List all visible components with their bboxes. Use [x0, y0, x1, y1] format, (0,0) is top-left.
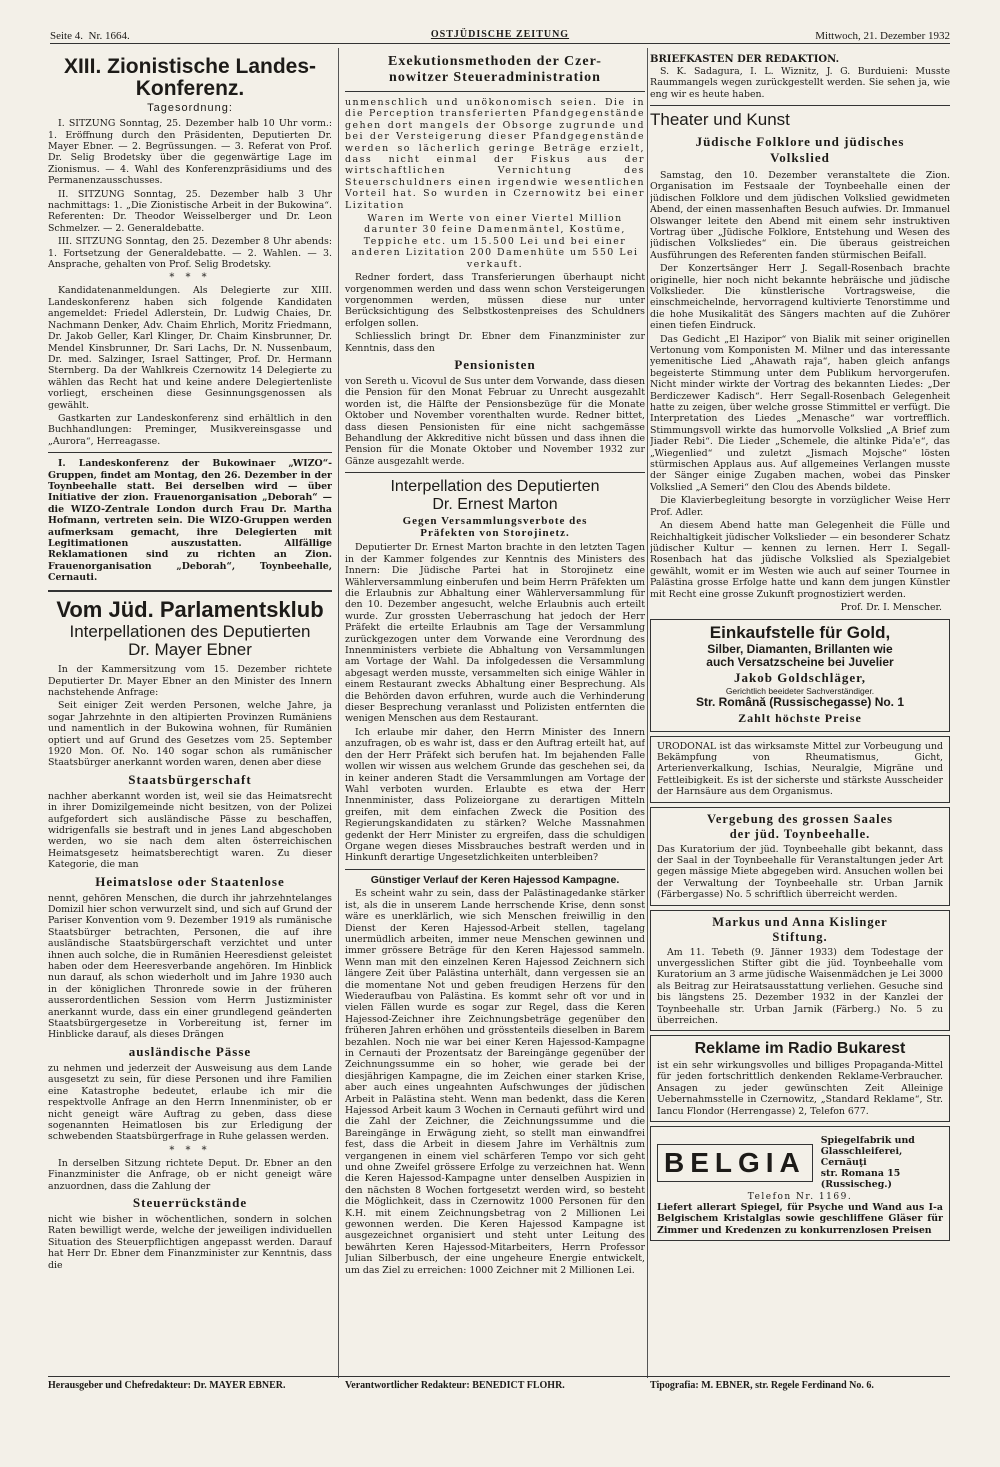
subheading: Präfekten von Storojinetz.: [420, 527, 570, 540]
body-paragraph: Deputierter Dr. Ernest Marton brachte in den letzten Tagen in der Kammer folgendes zur Kenntnis des Ministers des Innern: Die Jüdische Partei hat in Storojinetz eine Wählerversammlung einberufen und beim Herrn Präfekten um die Erlaubnis zur Abhaltung einer Wählerversammlung für den 10. Dezember angesucht, welche Erlaubnis auch erteilt wurde. Zur grossten Ueberraschung hat jedoch der Herr Präfekt die erteilte Erlaubnis am Tage der Versammlung zurückgezogen unter dem Vorwande eine Verordnung des Innenministers verbiete die Abhaltung von Versammlungen am Vortage der Wahl. Da infolgedessen die Versammlung abgesagt werden musste, versammelten sich einige Wähler in einem Restaurant zwecks Abhaltung einer Besprechung. Als die Behörden davon erfuhren, wurde auch die Verhinderung dieser Besprechung veranlasst und Polizisten entfernten die wenigen Menschen aus dem Restaurant.: [345, 542, 645, 725]
divider: [345, 869, 645, 870]
session-1: I. SITZUNG Sonntag, 25. Dezember halb 10 Uhr vorm.: 1. Eröffnung durch den Präsidenten, Deputierten Dr. Mayer Ebner. — 2. Begrüssungen. — 3. Referat von Prof. Dr. Selig Brodetsky über die gegenwärtige Lage im Zionismus. — 4. Wahl des Konferenzpräsidiums und des Permanenzausschusses.: [48, 118, 332, 187]
column-right: [650, 52, 950, 1372]
hall-advertisement: [650, 807, 950, 906]
belgia-advertisement: [650, 1126, 950, 1241]
column-middle: [345, 52, 645, 1372]
ad-line: str. Romana 15 (Russischeg.): [820, 1168, 901, 1191]
separator-stars: * * *: [169, 1144, 211, 1156]
ad-title: Reklame im Radio Bukarest: [694, 1040, 906, 1058]
body-paragraph: Samstag, den 10. Dezember veranstaltete die Zion. Organisation im Festsaale der Toynbeehalle einen der jüdischen Folklore und dem jüdischen Volkslied gewidmeten Abend, der einen massenhaften Besuch aufwies. Dr. Immanuel Olswanger leitete den Abend mit einem sehr instruktiven Vortrag über „Jüdische Folklore, Entstehung und Wesen des jüdischen Volksliedes“ ein. Die überaus geistreichen Ausführungen des Referenten fanden stürmischen Beifall.: [650, 169, 950, 261]
ad-title: Einkaufstelle für Gold,: [709, 622, 891, 642]
ad-phone: Telefon Nr. 1169.: [747, 1192, 853, 1203]
ad-name: Jakob Goldschläger,: [734, 670, 866, 685]
body-paragraph: Schliesslich bringt Dr. Ebner dem Finanzminister zur Kenntnis, dass den: [345, 331, 645, 354]
subheading: Pensionisten: [454, 356, 536, 372]
newspaper-name: OSTJÜDISCHE ZEITUNG: [430, 29, 570, 40]
guest-cards-paragraph: Gastkarten zur Landeskonferenz sind erhältlich in den Buchhandlungen: Preminger, Musikvereinsgasse und „Aurora“, Herreagasse.: [48, 412, 332, 447]
urodonal-advertisement: [650, 736, 950, 803]
body-paragraph: nennt, gehören Menschen, die durch ihr jahrzehntelanges Domizil hier schon verwurzelt sind, und sich auf Grund der Pariser Konvention vom 9. Dezember 1919 als rumänische Staatsbürger betrachten, Personen, die auf ihre ausländische Staatsbürgerschaft verzichtet und unter ihnen auch solche, die in Rumänien Heeresdienst geleistet haben oder dem Heeresverbande angehören. Im Hinblick nun darauf, als schon wiederholt und im Jahre 1930 auch in der königlichen Thronrede sowie in der früheren ausserordentlichen Session vom Herrn Justizminister anerkannt wurde, dass ein einer grundlegend geänderten Staatsbürgergesetze in Vorbereitung ist, ferner im Hinblicke darauf, als dieses Drängen: [48, 892, 332, 1041]
mailbox-text: S. K. Sadagura, I. L. Wiznitz, J. G. Burduieni: Musste Raummangels wegen zurückgestellt werden. Sie sehen ja, wie eng wir es heute haben.: [650, 66, 950, 100]
body-paragraph: In derselben Sitzung richtete Deput. Dr. Ebner an den Finanzminister die Anfrage, ob er nicht geneigt wäre anzuordnen, dass die Zahlung der: [48, 1157, 332, 1192]
ad-text: Liefert allerart Spiegel, für Psyche und Wand aus I-a Belgischem Kristalglas sowie geschliffene Gläser für Zimmer und Kredenzen zu konkurrenzlosen Preisen: [657, 1202, 943, 1236]
subheading: ausländische Pässe: [128, 1043, 252, 1059]
session-3: III. SITZUNG Sonntag, den 25. Dezember 8 Uhr abends: 1. Fortsetzung der Generaldebatte. — 2. Wahlen. — 3. Ansprache, gehalten von Prof. Selig Brodetsky.: [48, 236, 332, 271]
session-2: II. SITZUNG Sonntag, 25. Dezember halb 3 Uhr nachmittags: 1. „Die Zionistische Arbeit in der Bukowina“. Referenten: Dr. Theodor Weisselberger und Dr. Leon Schmelzer. — 2. Generaldebatte.: [48, 188, 332, 234]
subheading: Heimatslose oder Staatenlose: [95, 873, 285, 889]
page-number: Seite 4. Nr. 1664.: [50, 30, 130, 42]
body-paragraph: Der Konzertsänger Herr J. Segall-Rosenbach brachte originelle, hier noch nicht bekannte hebräische und jüdische Volkslieder. Die künstlerische Vortragsweise, die einschmeichelnde, hervorragend kultivierte Tenorstimme und die hohe Musikalität des Sängers machten auf die Zuhörer einen tiefen Eindruck.: [650, 263, 950, 332]
ad-line: Silber, Diamanten, Brillanten wie: [707, 641, 893, 656]
separator-stars: * * *: [169, 272, 211, 284]
article-title: Volkslied: [770, 149, 830, 165]
body-paragraph: An diesem Abend hatte man Gelegenheit die Fülle und Reichhaltigkeit jüdischer Volkslieder — ein besonderer Schatz jüdischer Kultur — kennen zu lernen. Herr I. Segall-Rosenbach hat das jüdische Volkslied als Spezialgebiet gewählt, womit er im Westen wie auch auf seiner Tournee in Palästina grosse Erfolge hatte und kann dem jungen Künstler mit Recht eine grosse Zukunft prognostiziert werden.: [650, 520, 950, 600]
header-rule: [50, 43, 950, 44]
footer-rule: [48, 1376, 950, 1377]
body-paragraph: Ich erlaube mir daher, den Herrn Minister des Innern anzufragen, ob es wahr ist, dass er den Auftrag erteilt hat, auf den der Herr Präfekt sich berufen hat. Im bejahenden Falle wollen wir wissen aus welchem Grunde das geschehen sei, da in keiner anderen Stadt die Versammlungen am Vortage der Wahl verboten wurden. Erlaubte es etwa der Herr Innenminister, dass Polizeiorgane zu derartigen Mitteln greifen, mit dem einfachen Zweck die Position des Regierungskandidaten zu stärken? Welche Massnahmen gedenkt der Herr Minister zu ergreifen, dass die schuldigen Organe wegen dieses Missbrauches bestraft werden und in Hinkunft derartige Ungesetzlichkeiten unterbleiben?: [345, 726, 645, 864]
subheading: Staatsbürgerschaft: [128, 771, 252, 787]
candidates-paragraph: Kandidatenanmeldungen. Als Delegierte zur XIII. Landeskonferenz haben sich folgende Kandidaten angemeldet: Friedel Adlerstein, Dr. Ludwig Chaies, Dr. Nachmann Denker, Adv. Chaim Ehrlich, Moritz Friedmann, Dr. Jakob Geller, Karl Klinger, Dr. Chaim Kinsbrunner, Dr. Mendel Kinsbrunner, Dr. Sari Lachs, Dr. N. Nussenbaum, Dr. med. Salzinger, Israel Sattinger, Prof. Dr. Hermann Sternberg. Da der Wahlkreis Czernowitz 14 Delegierte zu wählen das Recht hat und keine andere Delegiertenliste vorliegt, erscheinen diese Gesinnungsgenossen als gewählt.: [48, 285, 332, 411]
page-header: [50, 28, 950, 48]
article-title: Jüdische Folklore und jüdisches: [695, 133, 905, 149]
agenda-heading: Tagesordnung:: [147, 102, 233, 115]
body-paragraph: unmenschlich und unökonomisch seien. Die in die Perception transferierten Pfandgegenstände gehen dort mangels der Obsorge zugrunde und bei der Versteigerung dieser Pfandgegenstände werden so lächerlich geringe Beträge erzielt, dass nicht einmal der Fiskus aus der wirtschaftlichen Vernichtung des Steuerschuldners einen irgendwie wesentlichen Vorteil hat. So wurden in Czernowitz bei einer Lizitation: [345, 97, 645, 211]
ad-line: auch Versatzscheine bei Juvelier: [706, 654, 894, 669]
foundation-notice: [650, 910, 950, 1032]
section-title: Theater und Kunst: [650, 110, 790, 130]
article-title: Exekutionsmethoden der Czer-: [388, 54, 602, 69]
ad-title: Stiftung.: [772, 929, 828, 944]
column-left: [48, 52, 332, 1372]
divider: [650, 105, 950, 106]
article-title: Interpellationen des Deputierten: [69, 621, 311, 641]
issue-date: Mittwoch, 21. Dezember 1932: [815, 30, 950, 42]
mailbox-heading: BRIEFKASTEN DER REDAKTION.: [650, 54, 840, 65]
body-paragraph: Es scheint wahr zu sein, dass der Palästinagedanke stärker ist, als die in unserem Lande herrschende Krise, denn sonst wäre es unerklärlich, wie sich Menschen freiwillig in den Dienst der Keren Hajessod-Arbeit stellen, tagelang unermüdlich arbeiten, immer neue Menschen gewinnen und immer grössere Beträge für den Keren Hajessod sammeln. Wenn man mit den einzelnen Keren Hajessod Zeichnern sich längere Zeit über Palästina unterhält, dann vergessen sie an die momentane Not und geben freudigen Herzens für den Wiederaufbau von Palästina. Es kommt sehr oft vor und in vielen Fällen wurde es sogar zur Regel, dass die Keren Hajessod-Zeichner ihre Zeichnungsbeträge gegenüber den früheren Jahren erhöhen und grösstenteils dieselben in Barem bezahlen. Noch nie war bei einer Keren Hajessod-Kampagne in Cernauti der Prozentsatz der Bareingänge gegenüber der Zeichnungssumme ein so hoher, wie gerade bei der diesjährigen Kampagne, die im Zeichen einer starken Krise, aber auch eines ungeahnten Aufschwunges der jüdischen Arbeit in Palästina steht. Wenn man bedenkt, dass die Keren Hajessod Arbeit kaum 3 Wochen in Cernauti geführt wird und die Zahl der Zeichner, die Zeichnungssumme und die Bareingänge in Erwägung zieht, so stellt man einwandfrei fest, dass die Arbeit in diesem Jahre im Verhältnis zum vergangenen in einem viel schärferen Tempo vor sich geht und ohne Zweifel grössere Erfolge zu verzeichnen hat. Wenn die Keren Hajessod-Kampagne unter denselben Auspizien in den nächsten 8 Wochen fortgesetzt werden wird, so besteht die Möglichkeit, dass in Czernowitz 1000 Personen für den K.H. mit einem Zeichnungsbetrag von 2 Millionen Lei gewonnen werden. Die Keren Hajessod Kampagne ist ausgezeichnet organisiert und steht unter Leitung des bewährten Keren Hajessod-Mitarbeiters, Herrn Professor Julian Silberbusch, der eine ungeheure Energie entwickelt, um das Ziel zu erreichen: 1000 Zeichner mit 2 Millionen Lei.: [345, 888, 645, 1276]
ad-title: Vergebung des grossen Saales: [706, 811, 893, 826]
subheading: Steuerrückstände: [132, 1194, 248, 1210]
divider: [345, 472, 645, 473]
column-divider: [647, 48, 648, 1378]
footer-publisher: Herausgeber und Chefredakteur: Dr. MAYER EBNER.: [48, 1380, 286, 1391]
radio-advertisement: [650, 1035, 950, 1122]
article-title: Konferenz.: [135, 77, 245, 101]
author-signature: Prof. Dr. I. Menscher.: [840, 601, 942, 613]
ad-text: Das Kuratorium der jüd. Toynbeehalle gibt bekannt, dass der Saal in der Toynbeehalle für Veranstaltungen jeder Art gegen mässige Miete abgegeben wird. Ansuchen wollen bei der Verwaltung der Toynbeehalle str. Urban Jarnik (Färbergasse) No. 5 schriftlich überreicht werden.: [657, 843, 943, 901]
wizo-paragraph: I. Landeskonferenz der Bukowinaer „WIZO“-Gruppen, findet am Montag, den 26. Dezember in der Toynbeehalle statt. Bei derselben wird — über Initiative der zion. Frauenorganisation „Deborah“ — die WIZO-Zentrale London durch Frau Dr. Martha Hofmann, vertreten sein. Die WIZO-Gruppen werden aufmerksam gemacht, ihre Delegierten mit Legitimationen auszustatten. Allfällige Reklamationen sind zu richten an Zion. Frauenorganisation „Deborah“, Toynbeehalle, Cernauti.: [48, 458, 332, 584]
gold-advertisement: [650, 619, 950, 732]
body-paragraph: Waren im Werte von einer Viertel Million darunter 30 feine Damenmäntel, Kostüme, Teppiche etc. um 15.500 Lei und bei einer anderen Lizitation 200 Damenhüte um 550 Lei verkauft.: [351, 213, 639, 270]
divider: [345, 91, 645, 92]
article-subtitle: Dr. Mayer Ebner: [128, 640, 252, 660]
ad-text: URODONAL ist das wirksamste Mittel zur Vorbeugung und Bekämpfung von Rheumatismus, Gicht, Arterienverkalkung, Ischias, Neuralgie, Migräne und Fettleibigkeit. Es ist der sicherste und stärkste Ausscheider der Harnsäure aus dem Organismus.: [657, 740, 943, 798]
column-divider: [338, 48, 339, 1378]
article-title: nowitzer Steueradministration: [389, 70, 601, 85]
body-paragraph: nachher aberkannt worden ist, weil sie das Heimatsrecht in ihrer Domizilgemeinde nicht besitzen, von der Polizei aufgefordert sich ausländische Pässe zu beschaffen, widrigenfalls sie bestraft und in jenes Land abgeschoben werden, wo sie nach dem alten österreichischen Heimatsgesetz heimatsberechtigt waren. Zu dieser Kategorie, die man: [48, 790, 332, 871]
body-paragraph: Seit einiger Zeit werden Personen, welche Jahre, ja sogar Jahrzehnte in den altipierten Provinzen Rumäniens und namentlich in der Bukowina wohnen, für Rumänien optiert und auf Grund des Gesetzes vom 25. September 1920 Mon. Of. No. 140 sogar schon als rumänischer Staatsbürger anerkannt worden waren, denen aber diese: [48, 700, 332, 769]
body-paragraph: von Sereth u. Vicovul de Sus unter dem Vorwande, dass diesen die Pension für den Monat Februar zu Unrecht ausgezahlt worden ist, die Hälfte der Pensionsbezüge für die Monate Oktober und November vorenthalten wurde. Redner bittet, dass diesen Pensionisten für eine nicht sachgemässe Behandlung der Akkreditive nicht büssen und dass ihnen die Pension für die Monate Oktober und November 1932 zur Gänze ausgezahlt werde.: [345, 375, 645, 467]
ad-line: Gerichtlich beeideter Sachverständiger.: [725, 686, 875, 696]
ad-line: Spiegelfabrik und Glasschleiferei, Cernăuţi: [820, 1135, 915, 1169]
article-title: Interpellation des Deputierten: [390, 478, 600, 496]
section-title: Vom Jüd. Parlamentsklub: [56, 596, 324, 622]
footer-editor: Verantwortlicher Redakteur: BENEDICT FLOHR.: [345, 1380, 565, 1391]
divider: [48, 452, 332, 453]
divider: [48, 590, 332, 592]
ad-title: der jüd. Toynbeehalle.: [729, 826, 871, 841]
ad-line: Zahlt höchste Preise: [738, 710, 862, 725]
ad-address: Str. Română (Russischegasse) No. 1: [695, 695, 905, 710]
body-paragraph: Die Klavierbegleitung besorgte in vorzüglicher Weise Herr Prof. Adler.: [650, 495, 950, 518]
body-paragraph: nicht wie bisher in wöchentlichen, sondern in solchen Raten bewilligt werde, welche der jeweiligen individuellen Situation des Steuerpflichtigen angepasst werden. Darauf hat Herr Dr. Ebner dem Finanzminister zur Kenntnis, dass die: [48, 1213, 332, 1271]
ad-text: ist ein sehr wirkungsvolles und billiges Propaganda-Mittel für jeden fortschrittlich denkenden Reklame-Verbraucher. Ansagen zu jeder gewünschten Zeit Alleinige Uebernahmsstelle in Czernowitz, „Standard Reklame“, Str. Iancu Flondor (Herrengasse) 2, Telefon 677.: [657, 1060, 943, 1117]
body-paragraph: Redner fordert, dass Transferierungen überhaupt nicht vorgenommen werden und dass wenn schon Versteigerungen vorgenommen werden, müssen diese nur unter Berücksichtigung des Selbstkostenpreises des Schuldners erfolgen sollen.: [345, 272, 645, 329]
ad-title: Markus und Anna Kislinger: [712, 914, 888, 929]
article-title: XIII. Zionistische Landes-: [63, 55, 317, 78]
ad-text: Am 11. Tebeth (9. Jänner 1933) dem Todestage der unvergesslichen Stifter gibt die jüd. Toynbeehalle vom Kuratorium an 3 arme jüdische Waisenmädchen je Lei 3000 als Beitrag zur Heiratsausstattung verliehen. Gesuche sind bis längstens 25. Dezember 1932 in der Kanzlei der Toynbeehalle str. Urban Jarnik (Färberg.) No. 5 zu überreichen.: [657, 946, 943, 1027]
body-paragraph: Das Gedicht „El Hazipor“ von Bialik mit seiner originellen Vertonung vom Komponisten M. Milner und das interessante yemenitische Lied „Ahawath raja“, haben gleich anfangs begeisterte Stimmung unter dem Publikum hervorgerufen. Nicht minder wirkte der Vortrag des bekannten Liedes: „Der Berdiczewer Kadisch“. Herr Segall-Rosenbach Gelegenheit hatte zu zeigen, über welche grosse Stimmittel er verfügt. Die Interpretation des Liedes „Menasche“ war vortrefflich. Stimmungsvoll wirkte das humorvolle Volkslied „A Brief zum Jiader Rebi“. Die Lieder „Schemele, die altinke Pida'e“, das „Wiegenlied“ und zuletzt „Jismach Mojsche“ lösten stürmischen Applaus aus. Auf allgemeines Verlangen musste der Sänger einige Zugaben machen, wobei das Pinsker Volkslied „A Semeri“ den Clou des Abends bildete.: [650, 333, 950, 493]
subheading: Gegen Versammlungsverbote des: [402, 515, 588, 528]
footer-printer: Tipografia: M. EBNER, str. Regele Ferdinand No. 6.: [650, 1380, 874, 1391]
body-paragraph: In der Kammersitzung vom 15. Dezember richtete Deputierter Dr. Mayer Ebner an den Minister des Innern nachstehende Anfrage:: [48, 664, 332, 698]
article-subtitle: Dr. Ernest Marton: [432, 495, 558, 513]
body-paragraph: zu nehmen und jederzeit der Ausweisung aus dem Lande ausgesetzt zu sein, für diese Personen und ihre Familien eine Katastrophe bedeutet, erlaube ich mir die respektvolle Anfrage an den Herrn Innenminister, ob er nicht geneigt wäre Auftrag zu geben, dass diese sogenannten Heimatlosen bis zur Erledigung der schwebenden Staatsbürgerfrage in Ruhe gelassen werden.: [48, 1062, 332, 1143]
subheading: Günstiger Verlauf der Keren Hajessod Kampagne.: [370, 873, 620, 886]
belgia-logo: BELGIA: [657, 1144, 813, 1182]
